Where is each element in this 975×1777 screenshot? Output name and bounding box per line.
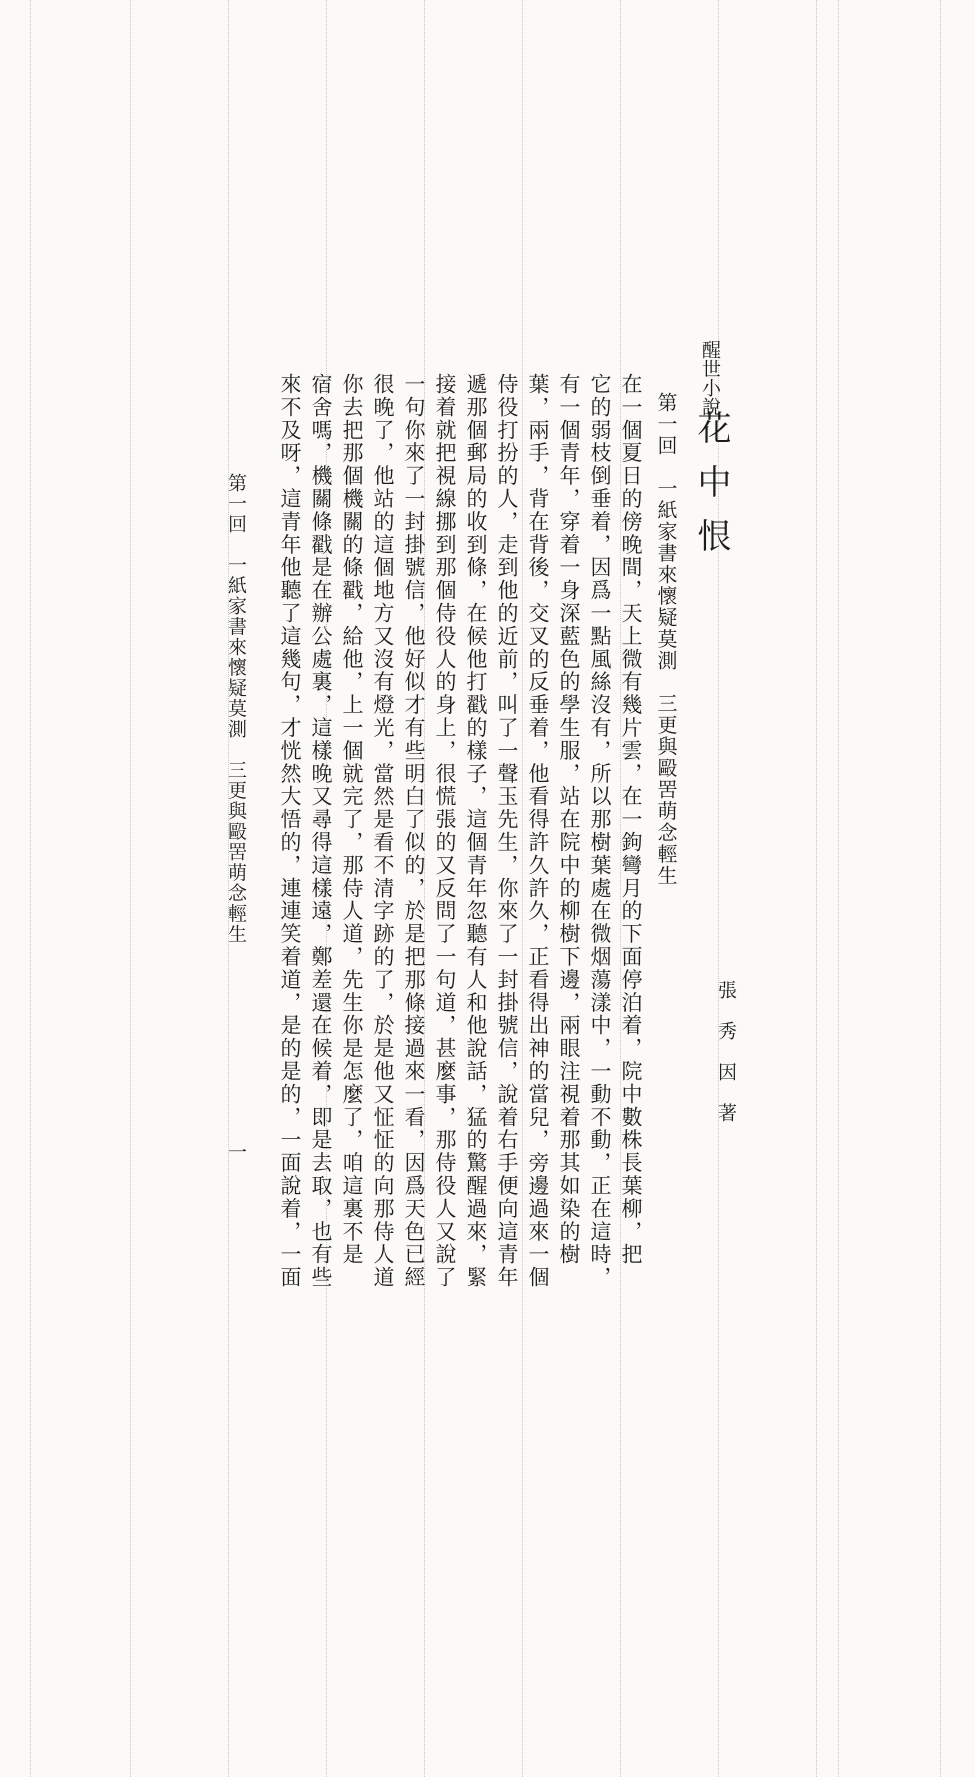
series-label: 醒世小說 (699, 340, 721, 416)
body-line: 來不及呀，這青年他聽了這幾句，才恍然大悟的，連連笑着道，是的是的，一面說着，一面 (278, 373, 302, 1289)
body-line: 有一個青年，穿着一身深藍色的學生服，站在院中的柳樹下邊，兩眼注視着那其如染的樹 (557, 373, 581, 1267)
body-line: 侍役打扮的人，走到他的近前，叫了一聲玉先生，你來了一封掛號信，說着右手便向這青年 (495, 373, 519, 1289)
body-line: 一句你來了一封掛號信，他好似才有些明白了似的，於是把那條接過來一看，因爲天色已經 (402, 373, 426, 1289)
guide-line (940, 0, 941, 1777)
body-line: 很晚了，他站的這個地方又沒有燈光，當然是看不清字跡的了，於是他又怔怔的向那侍人道 (371, 373, 395, 1289)
body-line: 宿舍嗎，機關條戳是在辦公處裏，這樣晚又尋得這樣遠，鄭差還在候着，即是去取，也有些 (309, 373, 333, 1289)
body-line: 在一個夏日的傍晚間，天上微有幾片雲，在一鉤彎月的下面停泊着，院中數株長葉柳，把 (619, 373, 643, 1267)
running-footer: 第一回 一紙家書來懷疑莫測 三更與毆罟萌念輕生 (225, 473, 247, 945)
body-line: 遞那個郵局的收到條，在候他打戳的樣子，這個青年忽聽有人和他說話，猛的驚醒過來，緊 (464, 373, 488, 1289)
author-line: 張秀因著 (715, 980, 737, 1144)
guide-line (816, 0, 817, 1777)
body-line: 接着就把視線挪到那個侍役人的身上，很慌張的又反問了一句道，甚麼事，那侍役人又說了 (433, 373, 457, 1289)
body-line: 它的弱枝倒垂着，因爲一點風絲沒有，所以那樹葉處在微烟蕩漾中，一動不動，正在這時， (588, 373, 612, 1289)
chapter-heading: 第一回 一紙家書來懷疑莫測 三更與毆罟萌念輕生 (654, 392, 678, 887)
body-line: 你去把那個機關的條戳，給他，上一個就完了，那侍人道，先生你是怎麼了，咱這裏不是 (340, 373, 364, 1267)
guide-line (838, 0, 839, 1777)
guide-line (130, 0, 131, 1777)
body-line: 葉，兩手，背在背後，交叉的反垂着，他看得許久許久，正看得出神的當兒，旁邊過來一個 (526, 373, 550, 1289)
guide-line (522, 0, 523, 1777)
guide-line (718, 0, 719, 1777)
page-title: 花中恨 (691, 410, 731, 572)
page-number: 一 (225, 1142, 247, 1161)
guide-line (30, 0, 31, 1777)
